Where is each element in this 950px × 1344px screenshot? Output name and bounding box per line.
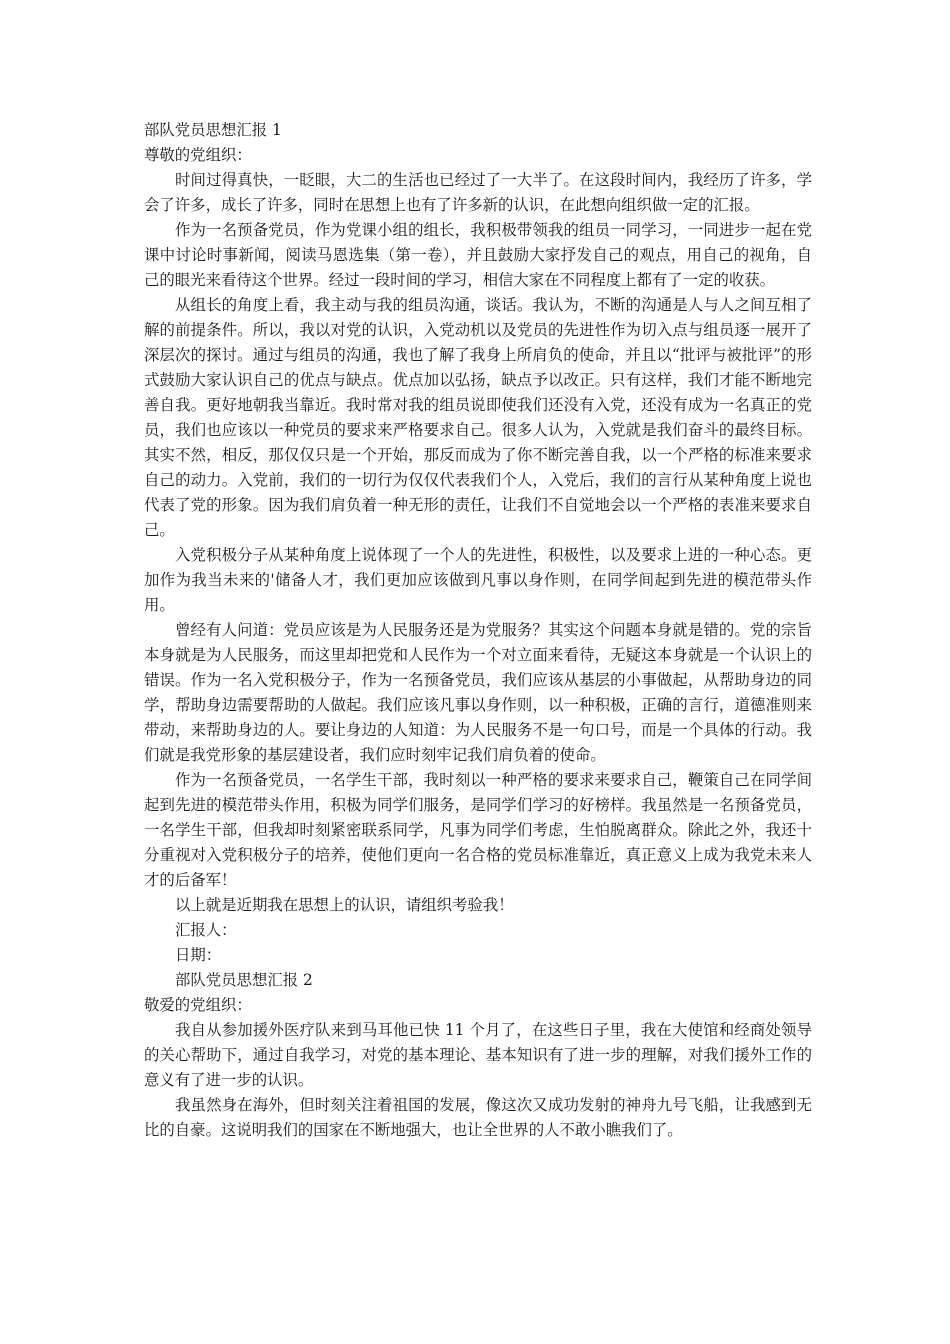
report-2-title: 部队党员思想汇报 2 (175, 971, 313, 989)
report-1-closing: 以上就是近期我在思想上的认识，请组织考验我！ (175, 896, 514, 914)
report-1-title: 部队党员思想汇报 1 (144, 121, 282, 139)
reporter-label: 汇报人： (175, 921, 237, 939)
report-1-paragraph: 曾经有人问道：党员应该是为人民服务还是为党服务？其实这个问题本身就是错的。党的宗旨本身就是为人民服务，而这里却把党和人民作为一个对立面来看待，无疑这本身就是一个认识上的错误。作为一名入党积极分子，作为一名预备党员，我们应该从基层的小事做起，从帮助身边的同学，帮助身边需要帮助的人做起。我们应该凡事以身作则，以一种积极，正确的言行，道德准则来带动，来帮助身边的人。要让身边的人知道：为人民服务不是一句口号，而是一个具体的行动。我们就是我党形象的基层建设者，我们应时刻牢记我们肩负着的使命。 (144, 621, 812, 764)
report-1-paragraph: 作为一名预备党员，一名学生干部，我时刻以一种严格的要求来要求自己，鞭策自己在同学间起到先进的模范带头作用，积极为同学们服务，是同学们学习的好榜样。我虽然是一名预备党员，一名学生干部，但我却时刻紧密联系同学，凡事为同学们考虑，生怕脱离群众。除此之外，我还十分重视对入党积极分子的培养，使他们更向一名合格的党员标准靠近，真正意义上成为我党未来人才的后备军！ (144, 771, 812, 889)
report-2-salutation: 敬爱的党组织： (144, 996, 252, 1014)
report-1-paragraph: 作为一名预备党员，作为党课小组的组长，我积极带领我的组员一同学习，一同进步一起在党课中讨论时事新闻，阅读马恩选集（第一卷），并且鼓励大家抒发自己的观点，用自己的视角，自己的眼光来看待这个世界。经过一段时间的学习，相信大家在不同程度上都有了一定的收获。 (144, 221, 812, 289)
date-label: 日期： (175, 946, 222, 964)
report-1-salutation: 尊敬的党组织： (144, 146, 252, 164)
report-1-paragraph: 从组长的角度上看，我主动与我的组员沟通，谈话。我认为，不断的沟通是人与人之间互相了解的前提条件。所以，我以对党的认识，入党动机以及党员的先进性作为切入点与组员逐一展开了深层次的探讨。通过与组员的沟通，我也了解了我身上所肩负的使命，并且以“批评与被批评”的形式鼓励大家认识自己的优点与缺点。优点加以弘扬，缺点予以改正。只有这样，我们才能不断地完善自我。更好地朝我当靠近。我时常对我的组员说即使我们还没有入党，还没有成为一名真正的党员，我们也应该以一种党员的要求来严格要求自己。很多人认为，入党就是我们奋斗的最终目标。其实不然，相反，那仅仅只是一个开始，那反而成为了你不断完善自我，以一个严格的标准来要求自己的动力。入党前，我们的一切行为仅仅代表我们个人，入党后，我们的言行从某种角度上说也代表了党的形象。因为我们肩负着一种无形的责任，让我们不自觉地会以一个严格的表准来要求自己。 (144, 296, 812, 539)
report-2-paragraph: 我自从参加援外医疗队来到马耳他已快 11 个月了，在这些日子里，我在大使馆和经商处领导的关心帮助下，通过自我学习，对党的基本理论、基本知识有了进一步的理解，对我们援外工作的意义有了进一步的认识。 (144, 1021, 812, 1089)
report-2-paragraph: 我虽然身在海外，但时刻关注着祖国的发展，像这次又成功发射的神舟九号飞船，让我感到无比的自豪。这说明我们的国家在不断地强大，也让全世界的人不敢小瞧我们了。 (144, 1096, 812, 1139)
report-1-paragraph: 入党积极分子从某种角度上说体现了一个人的先进性，积极性，以及要求上进的一种心态。更加作为我当未来的'储备人才，我们更加应该做到凡事以身作则，在同学间起到先进的模范带头作用。 (144, 546, 812, 614)
document-body (144, 118, 812, 1143)
report-1-paragraph: 时间过得真快，一眨眼，大二的生活也已经过了一大半了。在这段时间内，我经历了许多，学会了许多，成长了许多，同时在思想上也有了许多新的认识，在此想向组织做一定的汇报。 (144, 171, 812, 214)
